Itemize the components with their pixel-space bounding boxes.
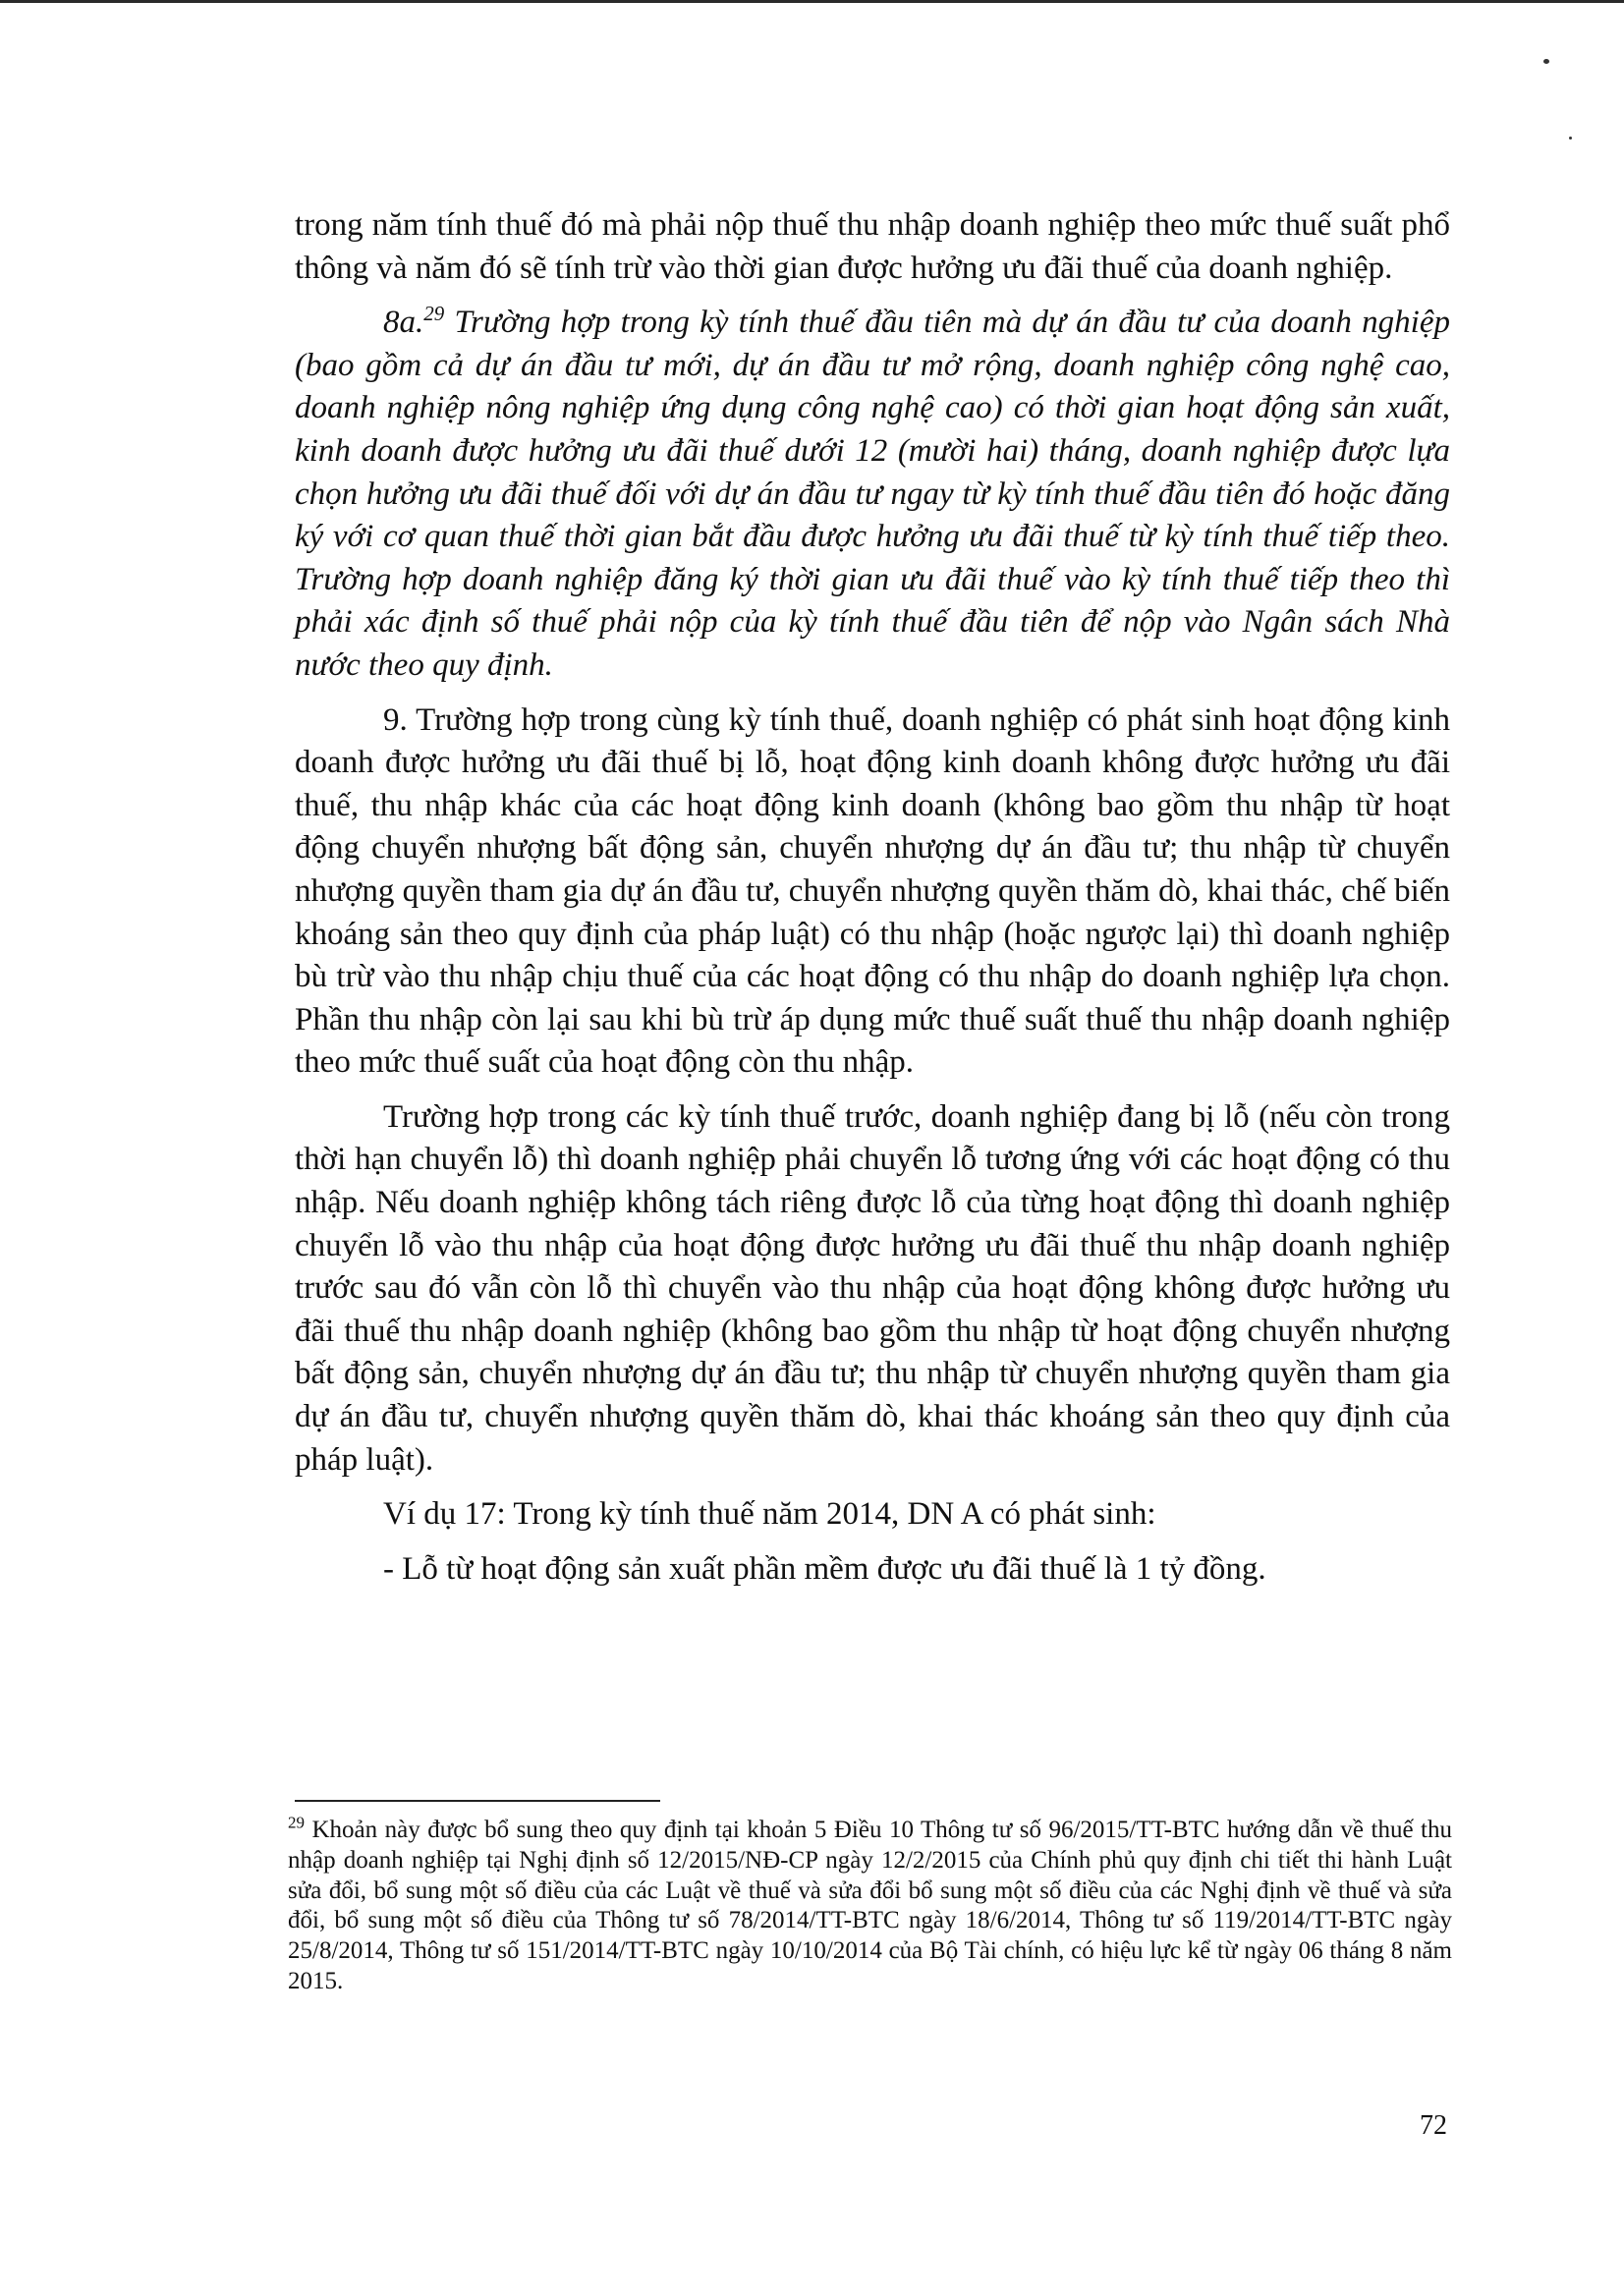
paragraph-8a <box>295 302 1450 687</box>
footnotes <box>288 1813 1452 1997</box>
footnote-number: 29 <box>288 1813 305 1832</box>
paragraph-example-17 <box>295 1493 1450 1537</box>
paragraph-text: Ví dụ 17: Trong kỳ tính thuế năm 2014, DN A có phát sinh: <box>383 1496 1156 1533</box>
paragraph-text: trong năm tính thuế đó mà phải nộp thuế thu nhập doanh nghiệp theo mức thuế suất phổ thông và năm đó sẽ tính trừ vào thời gian được hưởng ưu đãi thuế của doanh nghiệp. <box>295 207 1450 286</box>
paragraph-text: - Lỗ từ hoạt động sản xuất phần mềm được ưu đãi thuế là 1 tỷ đồng. <box>383 1550 1266 1587</box>
page-body <box>295 204 1450 1591</box>
clause-marker: 8a. <box>383 305 424 341</box>
footnote-body: Khoản này được bổ sung theo quy định tại khoản 5 Điều 10 Thông tư số 96/2015/TT-BTC hướng dẫn về thuế thu nhập doanh nghiệp tại Nghị định số 12/2015/NĐ-CP ngày 12/2/2015 của Chính phủ quy định chi tiết thi hành Luật sửa đổi, bổ sung một số điều của các Luật về thuế và sửa đổi bổ sung một số điều của các Nghị định về thuế và sửa đổi, bổ sung một số điều của Thông tư số 78/2014/TT-BTC ngày 18/6/2014, Thông tư số 119/2014/TT-BTC ngày 25/8/2014, Thông tư số 151/2014/TT-BTC ngày 10/10/2014 của Bộ Tài chính, có hiệu lực kể từ ngày 06 tháng 8 năm 2015. <box>288 1817 1452 1994</box>
paragraph-loss-carry <box>295 1096 1450 1482</box>
paragraph-text: Trường hợp trong kỳ tính thuế đầu tiên mà dự án đầu tư của doanh nghiệp (bao gồm cả dự án đầu tư mới, dự án đầu tư mở rộng, doanh nghiệp công nghệ cao, doanh nghiệp nông nghiệp ứng dụng công nghệ cao) có thời gian hoạt động sản xuất, kinh doanh được hưởng ưu đãi thuế dưới 12 (mười hai) tháng, doanh nghiệp được lựa chọn hưởng ưu đãi thuế đối với dự án đầu tư ngay từ kỳ tính thuế đầu tiên đó hoặc đăng ký với cơ quan thuế thời gian bắt đầu được hưởng ưu đãi thuế từ kỳ tính thuế tiếp theo. Trường hợp doanh nghiệp đăng ký thời gian ưu đãi thuế vào kỳ tính thuế tiếp theo thì phải xác định số thuế phải nộp của kỳ tính thuế đầu tiên để nộp vào Ngân sách Nhà nước theo quy định. <box>295 305 1450 683</box>
footnote-29 <box>288 1813 1452 1997</box>
paragraph-example-item <box>295 1548 1450 1592</box>
footnote-separator <box>295 1800 660 1802</box>
scan-speck <box>1543 59 1549 64</box>
page-number: 72 <box>1420 2110 1447 2141</box>
paragraph-continuation <box>295 204 1450 290</box>
scan-edge-line <box>0 0 1624 3</box>
paragraph-text: 9. Trường hợp trong cùng kỳ tính thuế, doanh nghiệp có phát sinh hoạt động kinh doanh được hưởng ưu đãi thuế bị lỗ, hoạt động kinh doanh không được hưởng ưu đãi thuế, thu nhập khác của các hoạt động kinh doanh (không bao gồm thu nhập từ hoạt động chuyển nhượng bất động sản, chuyển nhượng dự án đầu tư; thu nhập từ chuyển nhượng quyền tham gia dự án đầu tư, chuyển nhượng quyền thăm dò, khai thác, chế biến khoáng sản theo quy định của pháp luật) có thu nhập (hoặc ngược lại) thì doanh nghiệp bù trừ vào thu nhập chịu thuế của các hoạt động có thu nhập do doanh nghiệp lựa chọn. Phần thu nhập còn lại sau khi bù trừ áp dụng mức thuế suất thuế thu nhập doanh nghiệp theo mức thuế suất của hoạt động còn thu nhập. <box>295 701 1450 1081</box>
paragraph-9 <box>295 700 1450 1085</box>
footnote-reference[interactable]: 29 <box>423 302 445 326</box>
scan-speck <box>1569 137 1572 140</box>
paragraph-text: Trường hợp trong các kỳ tính thuế trước, doanh nghiệp đang bị lỗ (nếu còn trong thời hạn chuyển lỗ) thì doanh nghiệp phải chuyển lỗ tương ứng với các hoạt động có thu nhập. Nếu doanh nghiệp không tách riêng được lỗ của từng hoạt động thì doanh nghiệp chuyển lỗ vào thu nhập của hoạt động được hưởng ưu đãi thuế thu nhập doanh nghiệp trước sau đó vẫn còn lỗ thì chuyển vào thu nhập của hoạt động không được hưởng ưu đãi thuế thu nhập doanh nghiệp (không bao gồm thu nhập từ hoạt động chuyển nhượng bất động sản, chuyển nhượng dự án đầu tư; thu nhập từ chuyển nhượng quyền tham gia dự án đầu tư, chuyển nhượng quyền thăm dò, khai thác khoáng sản theo quy định của pháp luật). <box>295 1098 1450 1478</box>
